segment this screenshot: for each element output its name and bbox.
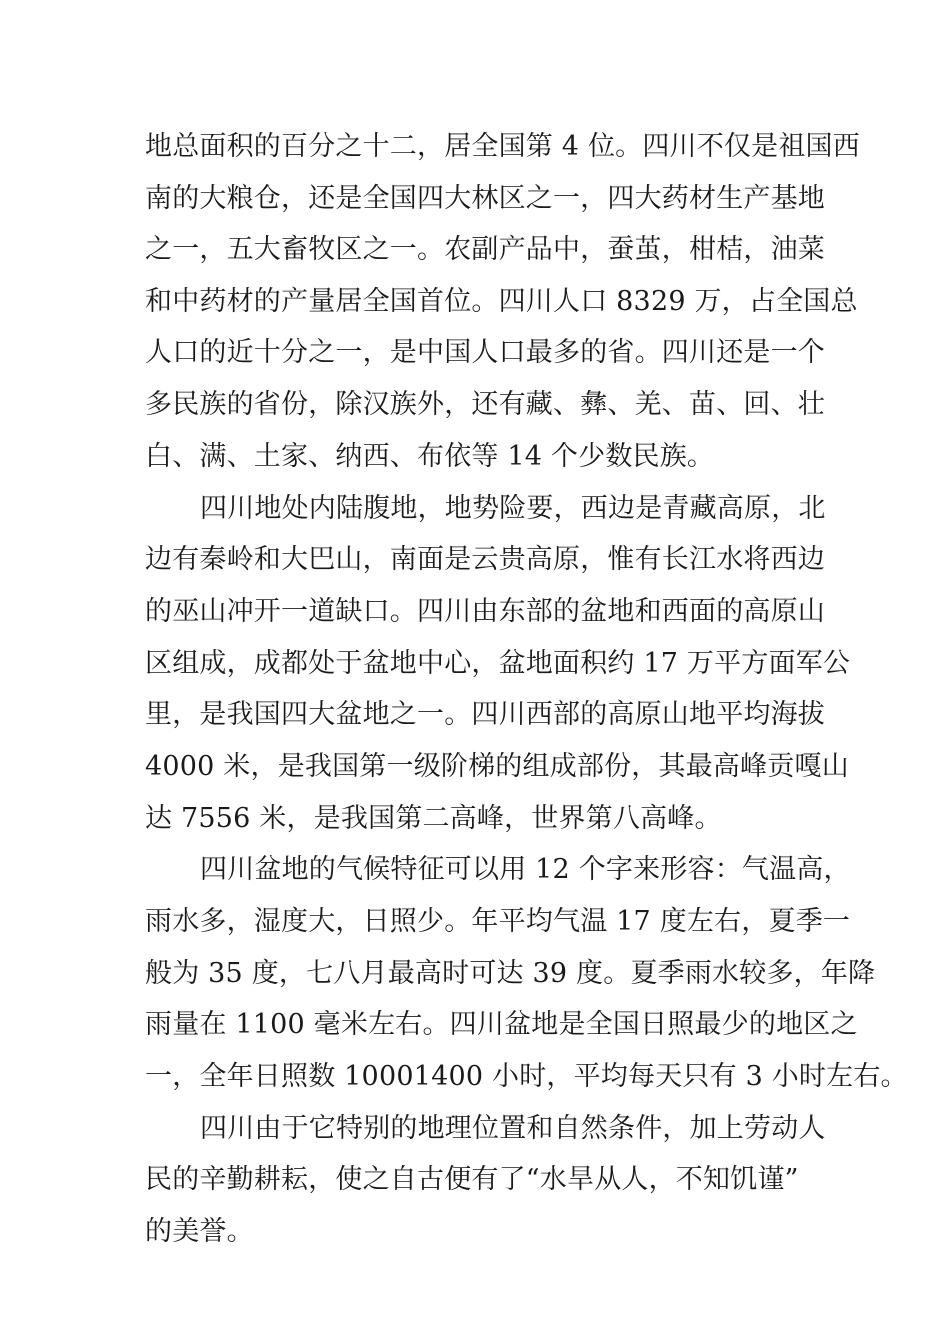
text-line: 里，是我国四大盆地之一。四川西部的高原山地平均海拔 bbox=[145, 699, 825, 730]
text-line: 雨水多，湿度大，日照少。年平均气温 17 度左右，夏季一 bbox=[145, 906, 851, 937]
text-line: 的巫山冲开一道缺口。四川由东部的盆地和西面的高原山 bbox=[145, 596, 825, 627]
paragraph-first-line: 四川盆地的气候特征可以用 12 个字来形容：气温高， bbox=[200, 854, 851, 885]
text-line: 的美誉。 bbox=[145, 1216, 254, 1247]
text-line: 般为 35 度，七八月最高时可达 39 度。夏季雨水较多，年降 bbox=[145, 958, 876, 989]
text-line: 达 7556 米，是我国第二高峰，世界第八高峰。 bbox=[145, 803, 722, 834]
text-line: 之一，五大畜牧区之一。农副产品中，蚕茧，柑桔，油菜 bbox=[145, 234, 825, 265]
text-line: 雨量在 1100 毫米左右。四川盆地是全国日照最少的地区之 bbox=[145, 1009, 858, 1040]
text-line: 边有秦岭和大巴山，南面是云贵高原，惟有长江水将西边 bbox=[145, 544, 825, 575]
text-line: 一，全年日照数 10001400 小时，平均每天只有 3 小时左右。 bbox=[145, 1061, 908, 1092]
text-line: 地总面积的百分之十二，居全国第 4 位。四川不仅是祖国西 bbox=[145, 131, 860, 162]
text-line: 民的辛勤耕耘，使之自古便有了“水旱从人，不知饥谨” bbox=[145, 1164, 799, 1195]
text-line: 人口的近十分之一，是中国人口最多的省。四川还是一个 bbox=[145, 337, 825, 368]
text-line: 区组成，成都处于盆地中心，盆地面积约 17 万平方面军公 bbox=[145, 648, 851, 679]
text-line: 白、满、土家、纳西、布依等 14 个少数民族。 bbox=[145, 441, 715, 472]
text-line: 4000 米，是我国第一级阶梯的组成部份，其最高峰贡嘎山 bbox=[145, 751, 849, 782]
paragraph-first-line: 四川地处内陆腹地，地势险要，西边是青藏高原，北 bbox=[200, 493, 826, 524]
text-line: 多民族的省份，除汉族外，还有藏、彝、羌、苗、回、壮 bbox=[145, 389, 825, 420]
text-line: 和中药材的产量居全国首位。四川人口 8329 万，占全国总 bbox=[145, 286, 858, 317]
paragraph-first-line: 四川由于它特别的地理位置和自然条件，加上劳动人 bbox=[200, 1113, 826, 1144]
text-line: 南的大粮仓，还是全国四大林区之一，四大药材生产基地 bbox=[145, 183, 825, 214]
